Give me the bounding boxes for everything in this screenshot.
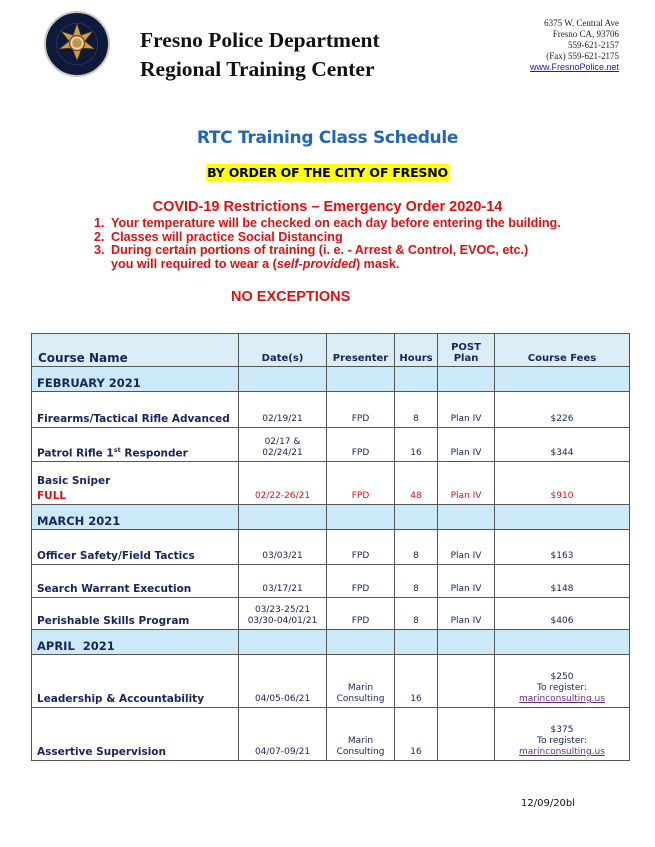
course-fee: $344 [495, 428, 630, 462]
schedule-title: RTC Training Class Schedule [196, 128, 459, 148]
table-row [32, 428, 630, 462]
course-name: Firearms/Tactical Rifle Advanced [32, 392, 239, 428]
table-row [32, 530, 630, 565]
course-name: Search Warrant Execution [32, 565, 239, 598]
no-exceptions-notice: NO EXCEPTIONS [231, 289, 351, 305]
address-street: 6375 W. Central Ave [544, 18, 619, 28]
fee-amount: $250 [550, 672, 574, 682]
course-post-plan: Plan IV [438, 598, 495, 630]
fee-register-note: To register: [537, 683, 587, 693]
month-label: FEBRUARY 2021 [32, 367, 239, 392]
course-name: Assertive Supervision [32, 708, 239, 761]
course-post-plan [438, 655, 495, 708]
course-hours: 8 [395, 565, 438, 598]
course-name: Basic Sniper FULL [32, 462, 239, 505]
course-presenter: FPD [327, 392, 395, 428]
course-presenter: Marin Consulting [327, 708, 395, 761]
course-hours: 16 [395, 428, 438, 462]
month-label: APRIL 2021 [32, 630, 239, 655]
course-fee [495, 655, 630, 708]
course-fee: $163 [495, 530, 630, 565]
covid-item: 3. During certain portions of training (i. e. - Arrest & Control, EVOC, etc.) you will required to wear a (self-provided) mask. [94, 243, 529, 271]
address-phone: 559-621-2157 [568, 40, 619, 50]
course-post-plan [438, 708, 495, 761]
course-name: Officer Safety/Field Tactics [32, 530, 239, 565]
department-logo [44, 11, 110, 77]
course-presenter: FPD [327, 462, 395, 505]
header-presenter: Presenter [327, 334, 395, 367]
order-banner [0, 164, 655, 182]
table-row [32, 392, 630, 428]
address-fax: (Fax) 559-621-2175 [546, 51, 619, 61]
header-course-fees: Course Fees [495, 334, 630, 367]
course-name: Perishable Skills Program [32, 598, 239, 630]
document-revision-code: 12/09/20bl [521, 798, 576, 809]
course-presenter: Marin Consulting [327, 655, 395, 708]
organization-title [140, 26, 380, 84]
course-name: Leadership & Accountability [32, 655, 239, 708]
month-row [32, 630, 630, 655]
course-fee: $226 [495, 392, 630, 428]
header-post-plan: POST Plan [438, 334, 495, 367]
course-fee: $910 [495, 462, 630, 505]
order-banner-text: BY ORDER OF THE CITY OF FRESNO [207, 165, 448, 180]
course-post-plan: Plan IV [438, 462, 495, 505]
table-row [32, 462, 630, 505]
police-badge-seal-icon [46, 13, 108, 75]
course-hours: 8 [395, 598, 438, 630]
register-link[interactable]: marinconsulting.us [519, 694, 605, 704]
header-dates: Date(s) [239, 334, 327, 367]
address-block [530, 18, 619, 73]
full-status-label: FULL [37, 490, 67, 502]
course-hours: 16 [395, 655, 438, 708]
course-dates: 04/05-06/21 [239, 655, 327, 708]
course-hours: 8 [395, 392, 438, 428]
month-row [32, 505, 630, 530]
schedule-table [31, 333, 630, 761]
course-dates: 04/07-09/21 [239, 708, 327, 761]
course-post-plan: Plan IV [438, 530, 495, 565]
course-dates: 02/22-26/21 [239, 462, 327, 505]
course-name: Patrol Rifle 1st Responder [32, 428, 239, 462]
course-post-plan: Plan IV [438, 428, 495, 462]
website-link[interactable]: www.FresnoPolice.net [529, 62, 619, 72]
header-course-name: Course Name [32, 334, 239, 367]
course-hours: 16 [395, 708, 438, 761]
register-link[interactable]: marinconsulting.us [519, 747, 605, 757]
course-presenter: FPD [327, 565, 395, 598]
course-hours: 8 [395, 530, 438, 565]
fee-register-note: To register: [537, 736, 587, 746]
header-hours: Hours [395, 334, 438, 367]
org-title-line-1: Fresno Police Department [140, 28, 380, 52]
course-fee [495, 708, 630, 761]
course-presenter: FPD [327, 598, 395, 630]
address-city: Fresno CA, 93706 [552, 29, 619, 39]
table-row [32, 655, 630, 708]
fee-amount: $375 [550, 725, 574, 735]
month-row [32, 367, 630, 392]
covid-restrictions-list [94, 217, 561, 271]
course-dates: 03/17/21 [239, 565, 327, 598]
table-row [32, 598, 630, 630]
month-label: MARCH 2021 [32, 505, 239, 530]
table-header-row [32, 334, 630, 367]
course-hours: 48 [395, 462, 438, 505]
self-provided-emphasis: self-provided [276, 256, 356, 271]
org-title-line-2: Regional Training Center [140, 57, 375, 81]
course-presenter: FPD [327, 428, 395, 462]
course-dates: 03/03/21 [239, 530, 327, 565]
course-dates: 02/17 & 02/24/21 [239, 428, 327, 462]
covid-item: 2. Classes will practice Social Distancing [94, 229, 343, 244]
course-presenter: FPD [327, 530, 395, 565]
covid-title: COVID-19 Restrictions – Emergency Order 2020-14 [152, 199, 503, 215]
course-dates: 03/23-25/21 03/30-04/01/21 [239, 598, 327, 630]
table-row [32, 565, 630, 598]
course-post-plan: Plan IV [438, 392, 495, 428]
course-fee: $406 [495, 598, 630, 630]
course-fee: $148 [495, 565, 630, 598]
covid-item: 1. Your temperature will be checked on each day before entering the building. [94, 216, 561, 230]
table-row [32, 708, 630, 761]
course-post-plan: Plan IV [438, 565, 495, 598]
course-dates: 02/19/21 [239, 392, 327, 428]
